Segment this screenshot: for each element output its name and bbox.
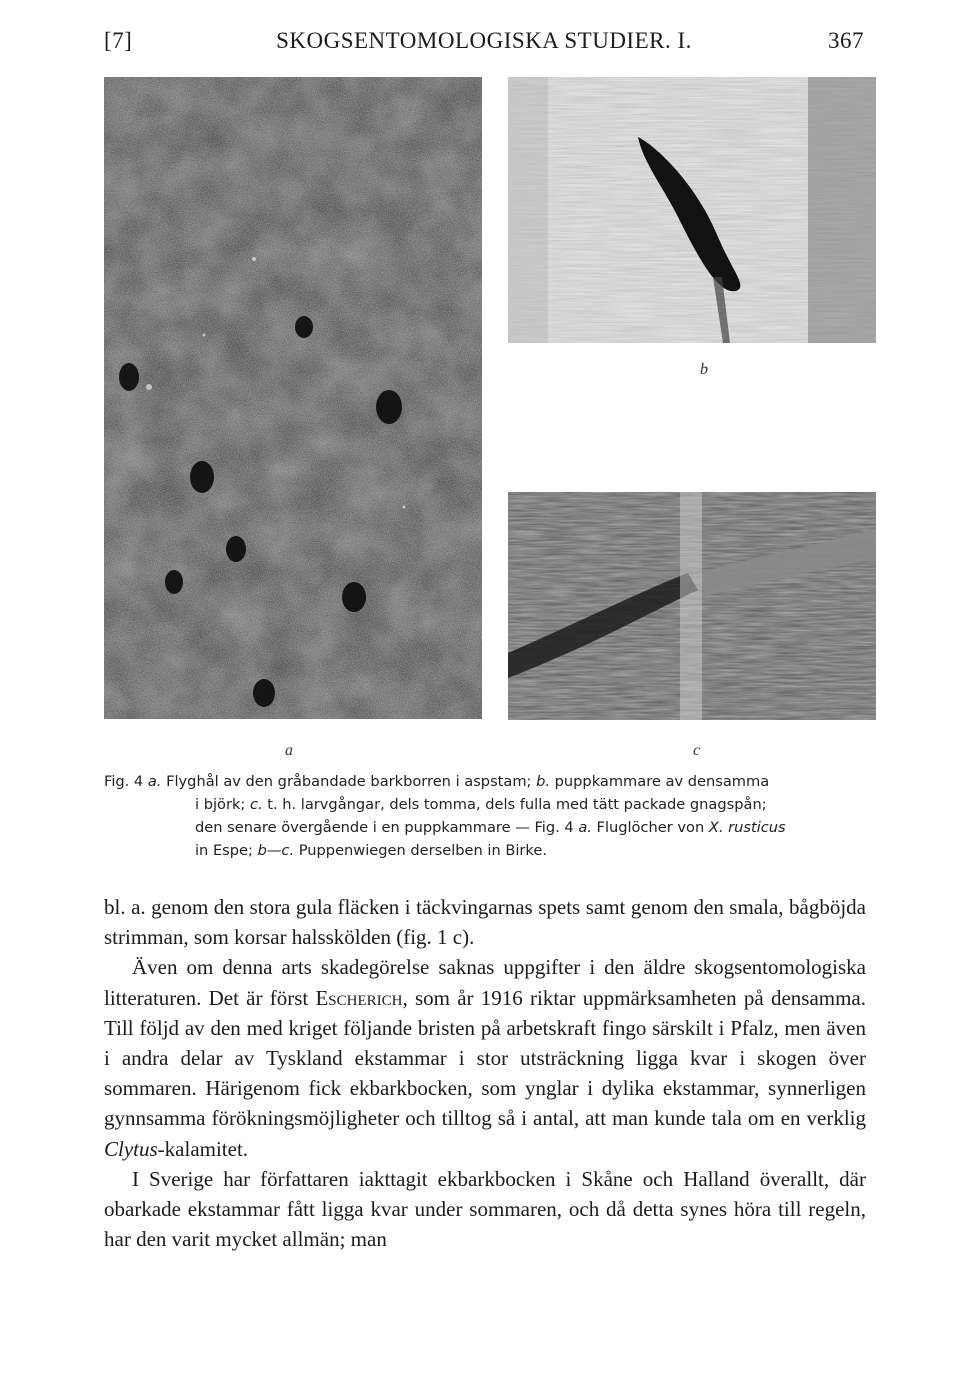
author-escherich: Escherich	[315, 985, 403, 1010]
page-number: 367	[828, 28, 864, 53]
panel-label-b: b	[700, 361, 708, 378]
figure-caption	[104, 770, 864, 862]
genus-clytus: Clytus	[104, 1136, 158, 1161]
running-header	[104, 28, 864, 58]
body-text	[104, 892, 866, 1254]
caption-line-4: in Espe; b—c. Puppenwiegen derselben in Birke.	[195, 842, 547, 859]
caption-line-3: den senare övergående i en puppkammare — Fig. 4 a. Fluglöcher von X. rusticus	[195, 819, 786, 836]
photo-a-bark-exit-holes	[104, 77, 482, 719]
caption-line-1: Fig. 4 a. Flyghål av den gråbandade barkborren i aspstam; b. puppkammare av densamma	[104, 773, 770, 790]
caption-line-2: i björk; c. t. h. larvgångar, dels tomma, dels fulla med tätt packade gnagspån;	[195, 796, 767, 813]
panel-label-a: a	[285, 742, 293, 759]
paragraph-3: I Sverige har författaren iakttagit ekbarkbocken i Skåne och Halland överallt, där obarkade ekstammar fått ligga kvar under sommaren, och då detta synes höra till regeln, har den varit mycket allmän; man	[104, 1166, 866, 1252]
paragraph-1: bl. a. genom den stora gula fläcken i täckvingarnas spets samt genom den smala, bågböjda strimman, som korsar halsskölden (fig. 1 c).	[104, 895, 866, 950]
chapter-number: [7]	[104, 28, 133, 53]
panel-label-c: c	[693, 742, 701, 759]
photo-b-pupal-chamber	[508, 77, 876, 343]
running-title: SKOGSENTOMOLOGISKA STUDIER. I.	[276, 28, 692, 53]
paragraph-2: Även om denna arts skadegörelse saknas uppgifter i den äldre skogsentomologiska litteraturen. Det är först Escherich, som år 1916 riktar uppmärksamheten på densamma. Till följd av den med kriget följande bristen på arbetskraft fingo särskilt i Pfalz, men även i andra delar av Tyskland ekstammar i stor utsträckning ligga kvar i skogen över sommaren. Härigenom fick ekbarkbocken, som ynglar i dylika ekstammar, synnerligen gynnsamma förökningsmöjligheter och tilltog så i antal, att man kunde tala om en verklig Clytus-kalamitet.	[104, 955, 867, 1161]
photo-c-larval-galleries	[508, 478, 876, 720]
